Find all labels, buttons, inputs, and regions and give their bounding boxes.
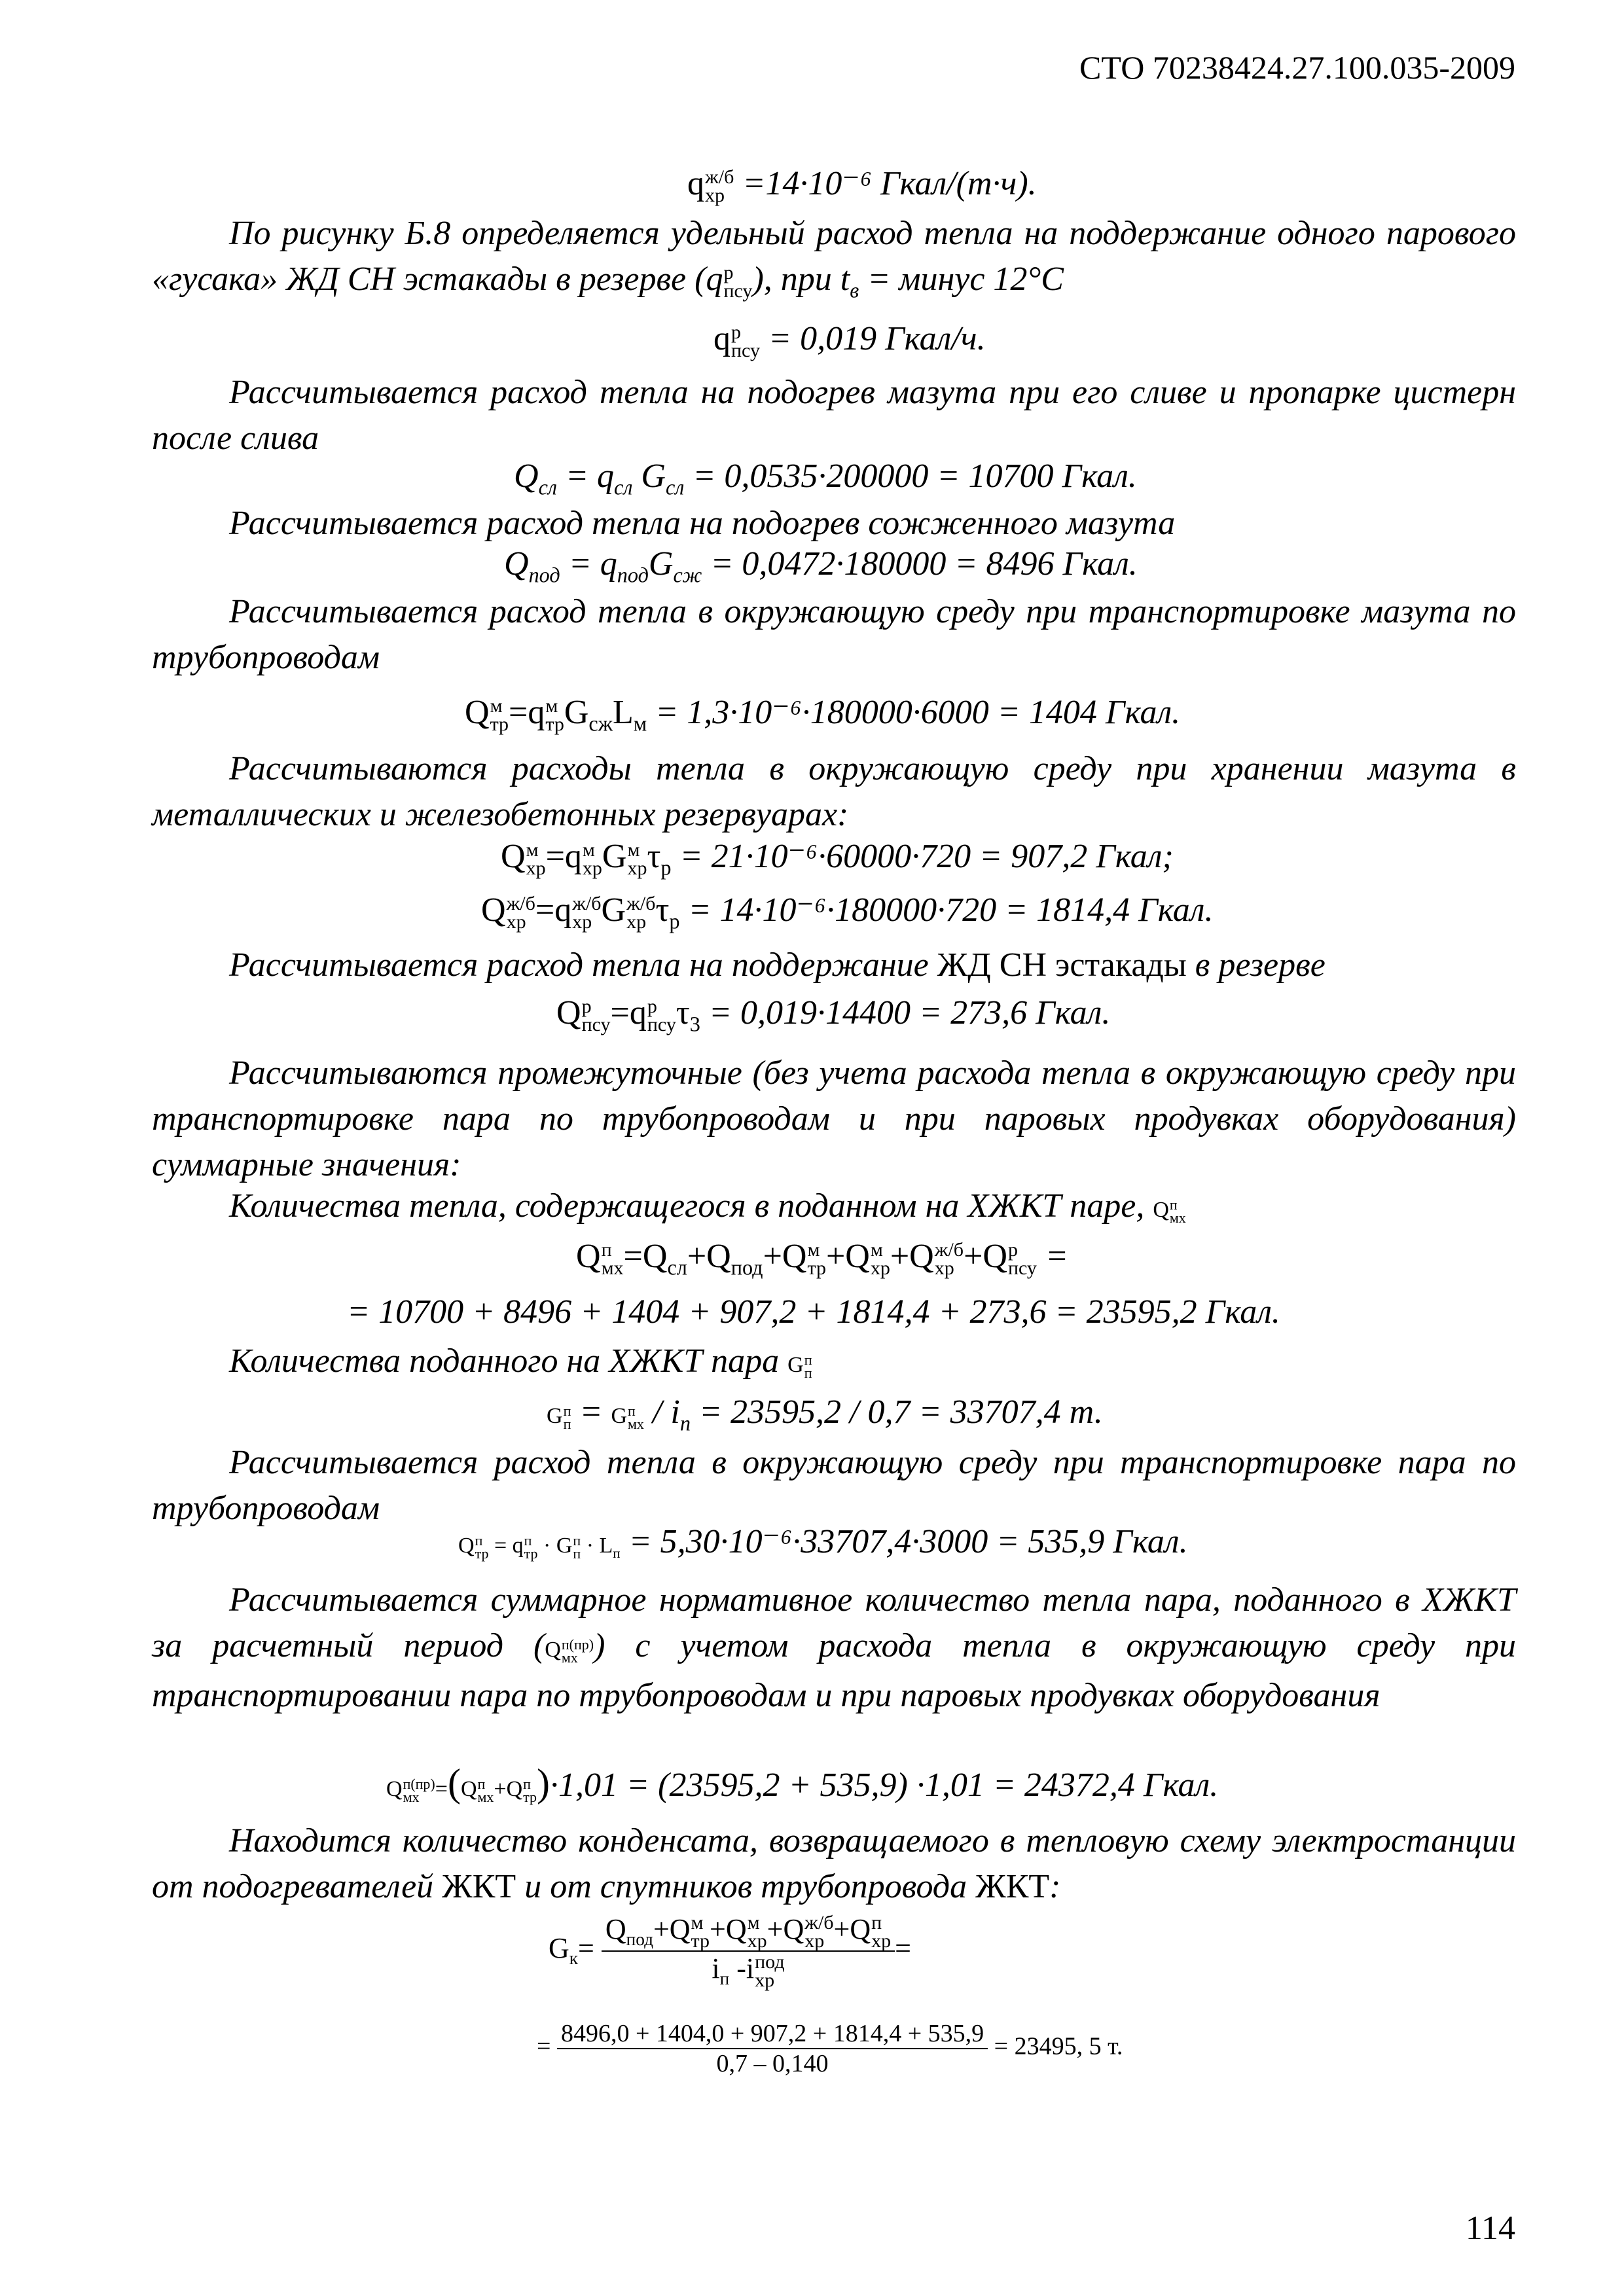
page-number: 114 (1465, 2210, 1515, 2247)
paragraph-total-normative: Рассчитывается суммарное нормативное количество тепла пара, поданного в ХЖКТ за расчетный период (Q п(пр) мх ) с учетом расхода тепла в окружающую среду при транспортировании пара по трубопроводам и при паровых продувках оборудования (152, 1581, 1516, 1714)
formula-g-condensate-value: = $\frac{8496,0 + 1404,0 + 907,2 + 1814,4 + 535,9}{0,7 - 0,140}$ = 23495, 5 т. (537, 2020, 1123, 2077)
formula-q-storage-rc-total: Q ж/б хр =q ж/б хр G ж/б хр $\tau_р = 14\cdot 10^{-6}\cdot 180000\cdot 720 = 1814,4$ Гкал. (481, 891, 1214, 933)
paragraph-burned-fuel: Рассчитывается расход тепла на подогрев сожженного мазута (229, 505, 1176, 542)
formula-q-drain: $Q_{сл} = q_{сл}$ $G_{сл} = 0,0535\cdot 200000 = 10700$ Гкал. (514, 457, 1137, 499)
formula-q-storage-rc: q ж/б хр =14·10⁻⁶ Гкал/(т·ч). (687, 165, 1037, 207)
paragraph-steam-supplied: Количества поданного на ХЖКТ пара G п п (229, 1342, 812, 1382)
paragraph-condensate: Находится количество конденсата, возвращаемого в тепловую схему электростанции от подогревателей ЖКТ и от спутников трубопровода ЖКТ: (152, 1822, 1516, 1905)
paragraph-intermediate-sums: Рассчитываются промежуточные (без учета расхода тепла в окружающую среду при транспортировке пара по трубопроводам и при паровых продувках оборудования) суммарные значения: (152, 1054, 1516, 1183)
paragraph-heat-in-steam: Количества тепла, содержащегося в поданном на ХЖКТ паре, Q п мх (229, 1187, 1186, 1227)
formula-q-transport-fuel: Q м тр =q м тр $G_{сж}L_м = 1,3\cdot 10^{-6}\cdot 180000\cdot 6000 = 1404$ Гкал. (465, 694, 1181, 736)
paragraph-heating-drain: Рассчитывается расход тепла на подогрев мазута при его сливе и пропарке цистерн после слива (152, 374, 1516, 457)
formula-q-total-normative: Q п(пр) мх =(Q п мх +Q п тр )·1,01 = (23595,2 + 535,9) ·1,01 = 24372,4 Гкал. (386, 1761, 1219, 1806)
formula-g-steam: G п п = G п мх / $i_п = 23595,2 / 0,7 = 33707,4$ т. (547, 1393, 1103, 1435)
paragraph-gusak-reserve: По рисунку Б.8 определяется удельный расход тепла на поддержание одного парового «гусака» ЖД СН эстакады в резерве (q р псу ), при $t_в$ = минус 12°С (152, 215, 1516, 302)
paragraph-reserve-maintenance: Рассчитывается расход тепла на поддержание ЖД СН эстакады в резерве (229, 946, 1326, 984)
document-code: СТО 70238424.27.100.035-2009 (1079, 49, 1515, 86)
formula-q-mx-value: = 10700 + 8496 + 1404 + 907,2 + 1814,4 + 273,6 = 23595,2 Гкал. (347, 1293, 1280, 1331)
formula-q-steam-transport: Q п тр = q п тр · G п п · $L_п = 5,30\cdot 10^{-6}\cdot 33707,4\cdot 3000 = 535,9$ Гкал. (458, 1523, 1188, 1562)
formula-q-psu-total: Q р псу =q р псу $\tau_3 = 0,019\cdot 14400 = 273,6$ Гкал. (556, 994, 1111, 1036)
formula-q-psu: q р псу = 0,019 Гкал/ч. (713, 320, 986, 362)
paragraph-transport-loss: Рассчитывается расход тепла в окружающую среду при транспортировке мазута по трубопроводам (152, 593, 1516, 676)
formula-q-heating: $Q_{под} = q_{под}G_{сж} = 0,0472\cdot 180000 = 8496$ Гкал. (504, 545, 1138, 587)
paragraph-storage-loss: Рассчитываются расходы тепла в окружающую среду при хранении мазута в металлических и железобетонных резервуарах: (152, 750, 1516, 833)
formula-q-storage-metal: Q м хр =q м хр G м хр $\tau_р = 21\cdot 10^{-6}\cdot 60000\cdot 720 = 907,2$ Гкал; (501, 838, 1174, 880)
formula-g-condensate: $G_к=$ $Q_{под}+Q$ м тр +Q м хр +Q ж/б хр +Q п хр $i_п$ -i под хр = (549, 1911, 911, 1991)
paragraph-steam-transport-loss: Рассчитывается расход тепла в окружающую среду при транспортировке пара по трубопроводам (152, 1444, 1516, 1527)
formula-q-mx-sum: Q п мх $=Q_{сл}+Q_{под}+Q$ м тр +Q м хр +Q ж/б хр +Q р псу = (576, 1238, 1069, 1280)
